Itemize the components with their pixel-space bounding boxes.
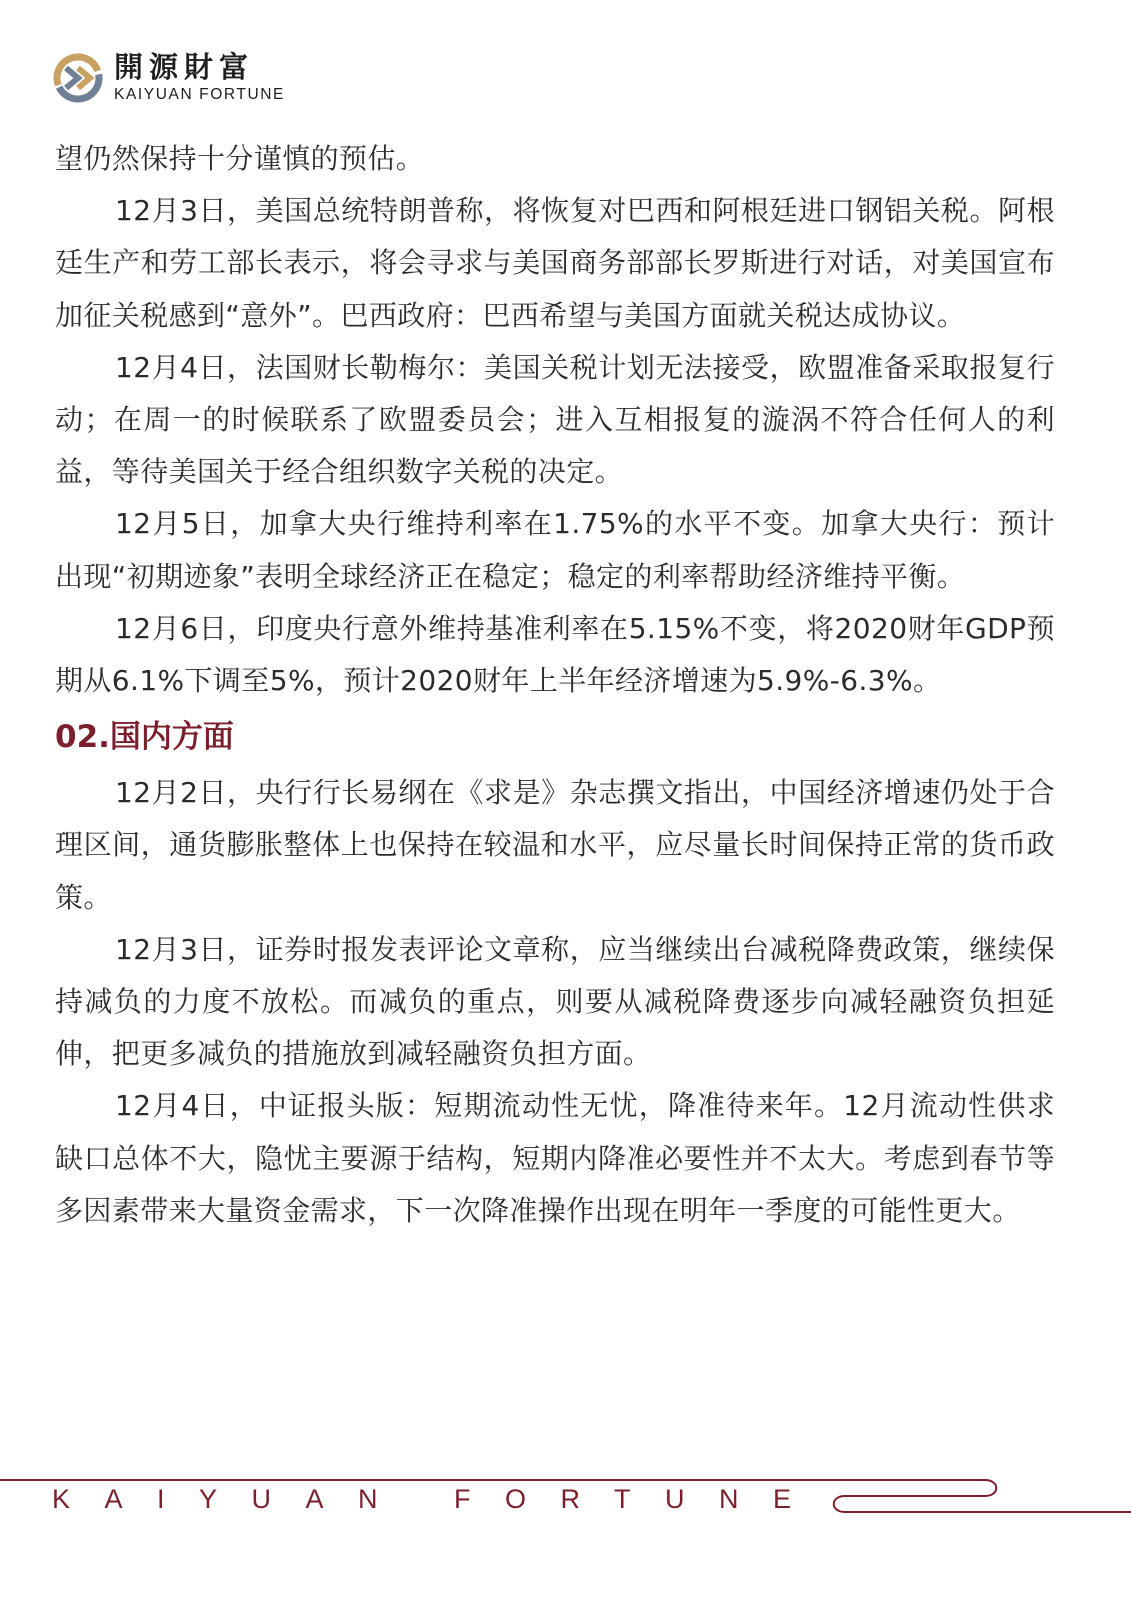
paragraph: 望仍然保持十分谨慎的预估。 xyxy=(55,142,425,175)
brand-name-en: KAIYUAN FORTUNE xyxy=(114,86,285,103)
paragraph: 12月2日，央行行长易纲在《求是》杂志撰文指出，中国经济增速仍处于合理区间，通货膨胀整体上也保持在较温和水平，应尽量长时间保持正常的货币政策。 xyxy=(55,776,1055,914)
paragraph: 12月3日，美国总统特朗普称，将恢复对巴西和阿根廷进口钢铝关税。阿根廷生产和劳工部长表示，将会寻求与美国商务部部长罗斯进行对话，对美国宣布加征关税感到“意外”。巴西政府：巴西希望与美国方面就关税达成协议。 xyxy=(55,194,1055,332)
paragraph: 12月3日，证券时报发表评论文章称，应当继续出台减税降费政策，继续保持减负的力度不放松。而减负的重点，则要从减税降费逐步向减轻融资负担延伸，把更多减负的措施放到减轻融资负担方面。 xyxy=(55,932,1055,1071)
paragraph: 12月4日，法国财长勒梅尔：美国关税计划无法接受，欧盟准备采取报复行动；在周一的时候联系了欧盟委员会；进入互相报复的漩涡不符合任何人的利益，等待美国关于经合组织数字关税的决定。 xyxy=(55,350,1055,489)
paragraph: 12月5日，加拿大央行维持利率在1.75%的水平不变。加拿大央行：预计出现“初期迹象”表明全球经济正在稳定；稳定的利率帮助经济维持平衡。 xyxy=(55,507,1055,593)
brand-name-cn: 開源財富 xyxy=(114,50,255,84)
section-title: 02.国内方面 xyxy=(55,719,234,756)
header xyxy=(52,48,285,108)
brand xyxy=(114,51,285,105)
paragraph: 12月4日，中证报头版：短期流动性无忧，降准待来年。12月流动性供求缺口总体不大，隐忧主要源于结构，短期内降准必要性并不太大。考虑到春节等多因素带来大量资金需求，下一次降准操作出现在明年一季度的可能性更大。 xyxy=(55,1089,1055,1227)
footer-brand-text: KAIYUAN FORTUNE xyxy=(52,1484,826,1514)
paragraph: 12月6日，印度央行意外维持基准利率在5.15%不变，将2020财年GDP预期从6.1%下调至5%，预计2020财年上半年经济增速为5.9%-6.3%。 xyxy=(55,611,1055,698)
kaiyuan-logo-icon xyxy=(52,52,104,104)
article-body xyxy=(55,133,1055,1237)
